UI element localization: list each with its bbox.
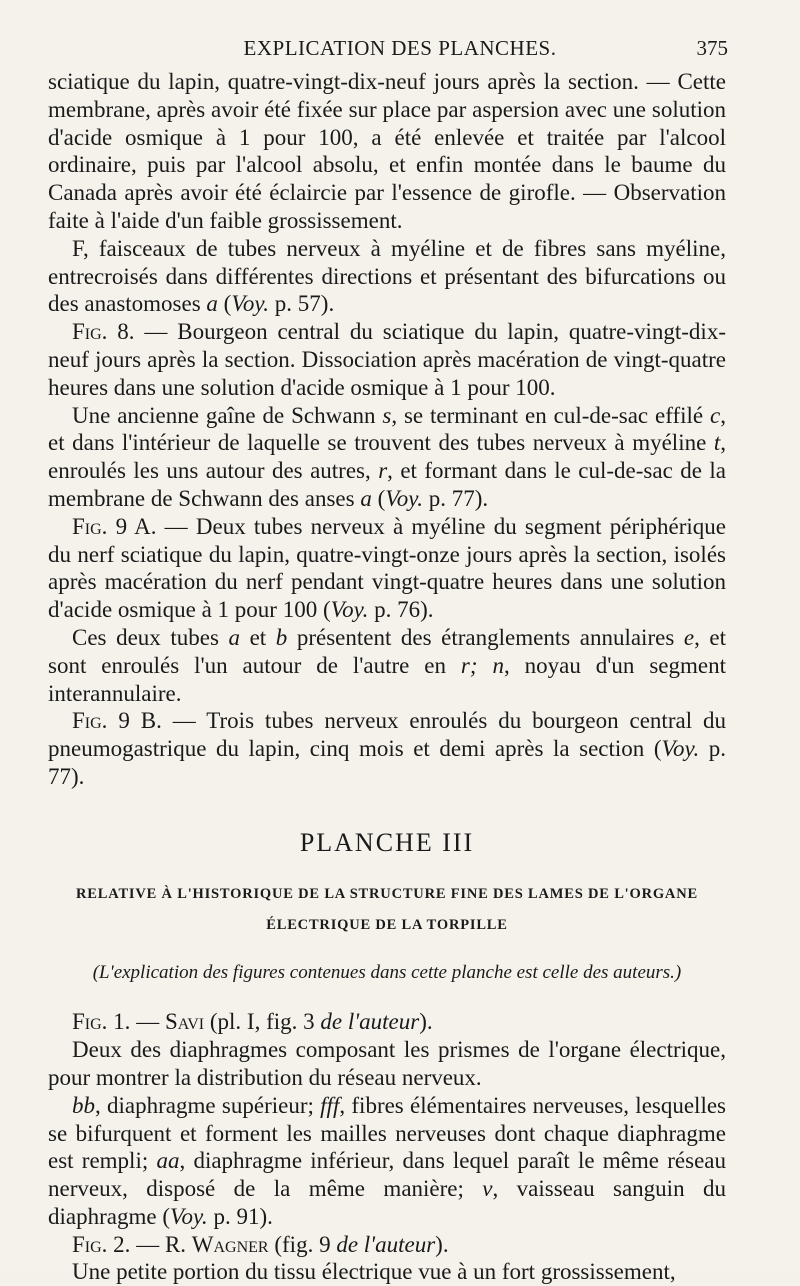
text-span: ( <box>217 291 232 317</box>
author-name: Savi <box>164 1009 205 1035</box>
paragraph-fig-2 <box>48 1231 726 1259</box>
paragraph-schwann <box>48 402 726 513</box>
paragraph-fig-9b <box>48 707 726 790</box>
paragraph-faisceaux <box>48 235 726 318</box>
figure-label: Fig. 1. <box>72 1009 131 1035</box>
text-span: , enroulés les uns autour des autres, <box>48 430 726 484</box>
text-span: (fig. 9 <box>268 1231 337 1257</box>
plate-subtitle-line-1: RELATIVE À L'HISTORIQUE DE LA STRUCTURE FINE DES LAMES DE L'ORGANE <box>76 885 698 902</box>
italic-letter: a <box>206 291 218 317</box>
text-span: et <box>240 624 276 650</box>
italic-letter: aa <box>156 1148 180 1174</box>
paragraph-diaphragmes: Deux des diaphragmes composant les prismes de l'organe électrique, pour montrer la distribution du réseau nerveux. <box>48 1037 726 1090</box>
italic-letter: v <box>482 1176 493 1202</box>
text-span: Une ancienne gaîne de Schwann <box>72 402 383 428</box>
text-span: p. 91). <box>207 1203 273 1229</box>
page-header <box>0 30 800 70</box>
text-span: p. 76). <box>368 597 434 623</box>
text-span: , noyau d'un segment interannulaire. <box>48 652 726 706</box>
figure-label: Fig. 2. <box>72 1231 131 1257</box>
page-body <box>48 68 726 1286</box>
text-span: Ces deux tubes <box>72 624 229 650</box>
italic-letter: c <box>710 402 721 428</box>
voy-reference: Voy. <box>661 736 700 762</box>
page-number: 375 <box>696 36 728 60</box>
paragraph-membrane: sciatique du lapin, quatre-vingt-dix-neuf jours après la section. — Cette membrane, après avoir été fixée sur place par aspersion avec une solution d'acide osmique à 1 pour 100, a été enlevée et traitée par l'alcool ordinaire, puis par l'alcool absolu, et enfin montée dans le baume du Canada après avoir été éclaircie par l'essence de girofle. — Observation faite à l'aide d'un faible grossissement. <box>48 69 726 233</box>
plate-title: PLANCHE III <box>299 827 475 857</box>
text-span: — R. <box>130 1231 192 1257</box>
paragraph-fig-9a <box>48 513 726 624</box>
italic-letter: t <box>713 430 721 456</box>
figure-label: Fig. 9 B. <box>72 708 162 734</box>
text-span: — Deux tubes nerveux à myéline du segment périphérique du nerf sciatique du lapin, quatre-vingt-onze jours après la section, isolés après macération du nerf pendant vingt-quatre heures dans une solution d'acide osmique à 1 pour 100 ( <box>48 513 726 623</box>
italic-letter: a <box>360 485 372 511</box>
plate-note: (L'explication des figures contenues dans cette planche est celle des auteurs.) <box>92 961 682 983</box>
author-name: Wagner <box>191 1231 269 1257</box>
italic-letter: e <box>683 624 695 650</box>
text-span: , fibres élémentaires nerveuses, lesquelles se bifurquent et forment les mailles nerveuses dont chaque diaphragme est rempli; <box>48 1092 726 1174</box>
text-span: , et sont enroulés l'un autour de l'autre en <box>48 624 727 678</box>
text-span: , se terminant en cul-de-sac effilé <box>391 402 711 428</box>
text-span: (pl. I, fig. 3 <box>204 1009 321 1035</box>
voy-reference: Voy. <box>385 485 423 511</box>
voy-reference: Voy. <box>330 597 369 623</box>
italic-letter: s <box>382 402 392 428</box>
text-span: p. 77). <box>48 736 727 789</box>
italic-letter: b <box>275 624 288 650</box>
paragraph-deux-tubes <box>48 624 726 707</box>
text-span: F, faisceaux de tubes nerveux à myéline et de fibres sans myéline, entrecroisés dans différentes directions et présentant des bifurcations ou des anastomoses <box>48 235 726 317</box>
text-span: — Bourgeon central du sciatique du lapin, quatre-vingt-dix-neuf jours après la section. Dissociation après macération de vingt-quatre heures dans une solution d'acide osmique à 1 pour 100. <box>48 319 726 400</box>
running-title: EXPLICATION DES PLANCHES. <box>243 36 557 60</box>
italic-phrase: de l'auteur <box>320 1009 420 1035</box>
text-span: ( <box>371 485 386 511</box>
text-span: , et dans l'intérieur de laquelle se trouvent des tubes nerveux à myéline <box>48 402 726 456</box>
italic-letter: bb <box>72 1092 95 1118</box>
text-span: , vaisseau sanguin du diaphragme ( <box>48 1176 726 1229</box>
paragraph-diaphragme-superieur <box>48 1092 726 1231</box>
voy-reference: Voy. <box>169 1203 208 1229</box>
text-span: — Trois tubes nerveux enroulés du bourgeon central du pneumogastrique du lapin, cinq mois et demi après la section ( <box>48 708 727 762</box>
text-span: , diaphragme inférieur, dans lequel paraît le même réseau nerveux, disposé de la même manière; <box>48 1148 726 1202</box>
italic-letter: a <box>228 624 240 650</box>
text-span: — <box>130 1009 165 1035</box>
italic-letter: fff <box>320 1092 340 1118</box>
figure-label: Fig. 8. <box>72 319 135 345</box>
paragraph-fig-1 <box>48 1008 726 1036</box>
italic-letter: r; n <box>460 652 504 678</box>
plate-subtitle-line-2: ÉLECTRIQUE DE LA TORPILLE <box>266 916 508 933</box>
italic-letter: r <box>378 458 388 484</box>
voy-reference: Voy. <box>231 291 270 317</box>
text-span: , et formant dans le cul-de-sac de la membrane de Schwann des anses <box>48 458 726 511</box>
text-span: , diaphragme supérieur; <box>95 1092 321 1118</box>
text-span: ). <box>435 1231 449 1257</box>
italic-phrase: de l'auteur <box>336 1231 436 1257</box>
text-span: ). <box>419 1009 433 1035</box>
text-span: présentent des étranglements annulaires <box>287 624 684 650</box>
paragraph-fig-8 <box>48 318 726 401</box>
figure-label: Fig. 9 A. <box>72 513 157 539</box>
text-span: p. 77). <box>422 485 489 511</box>
paragraph-tissu-electrique: Une petite portion du tissu électrique vue à un fort grossissement, <box>72 1259 676 1285</box>
text-span: p. 57). <box>269 291 335 317</box>
